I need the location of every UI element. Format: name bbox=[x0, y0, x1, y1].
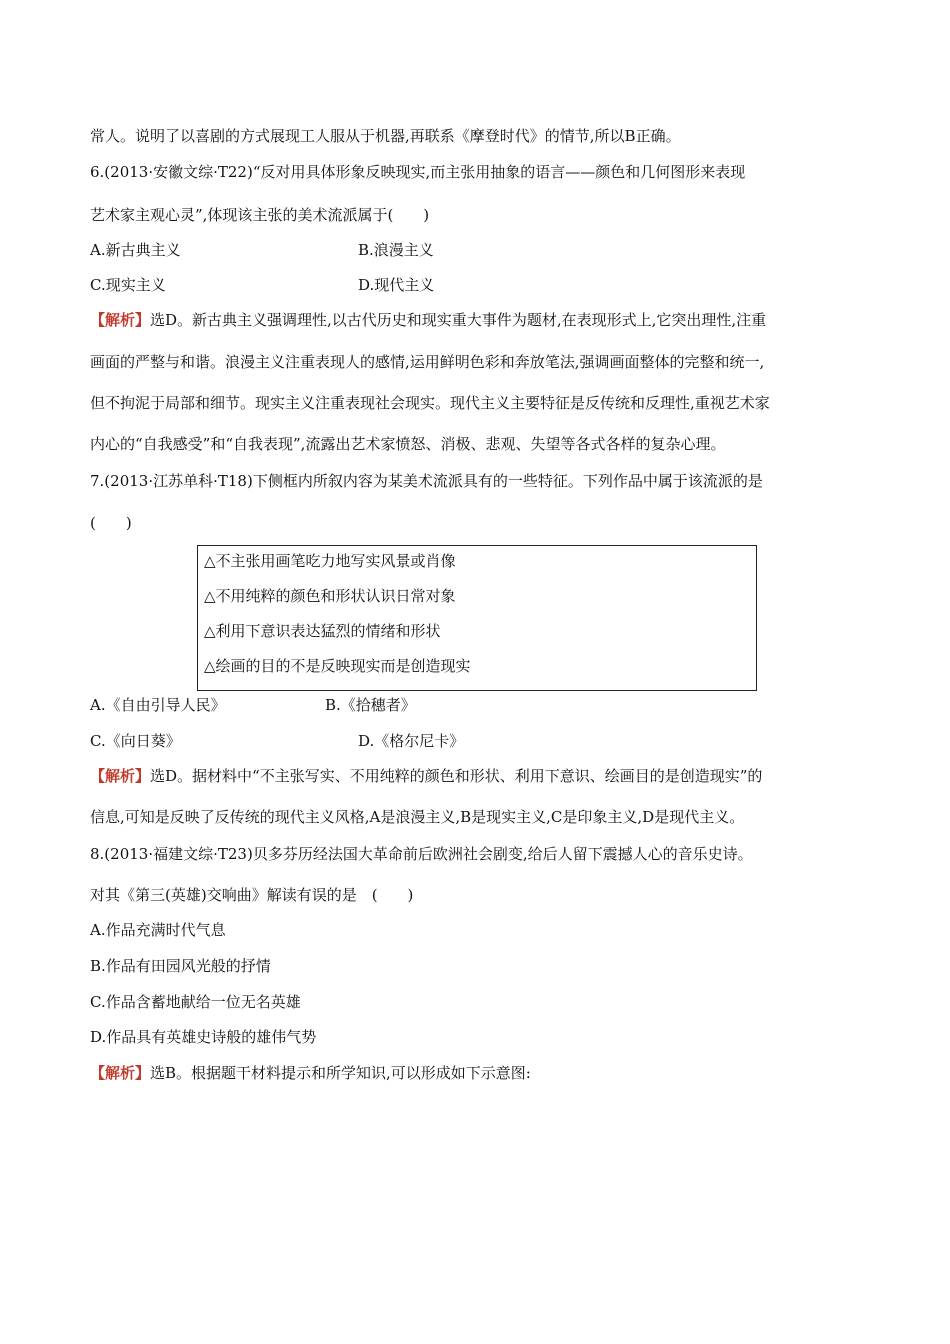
q8-option-d: D.作品具有英雄史诗般的雄伟气势 bbox=[90, 1028, 317, 1046]
q6-analysis-line1 bbox=[90, 310, 766, 330]
q6-option-d: D.现代主义 bbox=[358, 276, 435, 294]
q6-analysis-line4: 内心的“自我感受”和“自我表现”,流露出艺术家愤怒、消极、悲观、失望等各式各样的复杂心理。 bbox=[90, 435, 726, 453]
q6-stem-line1: 6.(2013·安徽文综·T22)“反对用具体形象反映现实,而主张用抽象的语言——颜色和几何图形来表现 bbox=[90, 163, 746, 181]
q8-analysis-line bbox=[90, 1063, 531, 1083]
q6-analysis-line2: 画面的严整与和谐。浪漫主义注重表现人的感情,运用鲜明色彩和奔放笔法,强调画面整体的完整和统一, bbox=[90, 353, 765, 371]
q7-box-item: △不主张用画笔吃力地写实风景或肖像 bbox=[204, 552, 456, 570]
q6-option-b: B.浪漫主义 bbox=[358, 241, 434, 259]
q6-analysis-tag: 【解析】 bbox=[90, 311, 151, 329]
q8-stem-line2: 对其《第三(英雄)交响曲》解读有误的是 ( ) bbox=[90, 886, 414, 904]
q7-analysis-text1: 选D。据材料中“不主张写实、不用纯粹的颜色和形状、利用下意识、绘画目的是创造现实”的 bbox=[150, 767, 763, 785]
q6-option-c: C.现实主义 bbox=[90, 276, 166, 294]
q7-box-item: △不用纯粹的颜色和形状认识日常对象 bbox=[204, 587, 456, 605]
q8-option-a: A.作品充满时代气息 bbox=[90, 921, 226, 939]
q6-analysis-line3: 但不拘泥于局部和细节。现实主义注重表现社会现实。现代主义主要特征是反传统和反理性,重视艺术家 bbox=[90, 394, 770, 412]
q7-option-d: D.《格尔尼卡》 bbox=[358, 732, 465, 750]
q7-analysis-line2: 信息,可知是反映了反传统的现代主义风格,A是浪漫主义,B是现实主义,C是印象主义,D是现代主义。 bbox=[90, 808, 745, 826]
q8-analysis-tag: 【解析】 bbox=[90, 1064, 151, 1082]
q7-analysis-line1 bbox=[90, 766, 762, 786]
q7-analysis-tag: 【解析】 bbox=[90, 767, 151, 785]
q6-stem-line2: 艺术家主观心灵”,体现该主张的美术流派属于( ) bbox=[90, 206, 430, 224]
q7-option-a: A.《自由引导人民》 bbox=[90, 696, 226, 714]
q8-analysis-text: 选B。根据题干材料提示和所学知识,可以形成如下示意图: bbox=[150, 1064, 531, 1082]
q7-stem-line1: 7.(2013·江苏单科·T18)下侧框内所叙内容为某美术流派具有的一些特征。下列作品中属于该流派的是 bbox=[90, 472, 763, 490]
q6-option-a: A.新古典主义 bbox=[90, 241, 181, 259]
q7-box-item: △绘画的目的不是反映现实而是创造现实 bbox=[204, 657, 471, 675]
q7-option-c: C.《向日葵》 bbox=[90, 732, 181, 750]
q8-stem-line1: 8.(2013·福建文综·T23)贝多芬历经法国大革命前后欧洲社会剧变,给后人留下震撼人心的音乐史诗。 bbox=[90, 845, 753, 863]
q7-feature-box bbox=[197, 545, 757, 691]
q7-box-item: △利用下意识表达猛烈的情绪和形状 bbox=[204, 622, 441, 640]
q7-stem-line2: ( ) bbox=[90, 514, 132, 532]
q8-option-c: C.作品含蓄地献给一位无名英雄 bbox=[90, 993, 301, 1011]
q7-option-b: B.《拾穗者》 bbox=[325, 696, 416, 714]
q8-option-b: B.作品有田园风光般的抒情 bbox=[90, 957, 271, 975]
q6-analysis-text1: 选D。新古典主义强调理性,以古代历史和现实重大事件为题材,在表现形式上,它突出理性,注重 bbox=[150, 311, 767, 329]
intro-line: 常人。说明了以喜剧的方式展现工人服从于机器,再联系《摩登时代》的情节,所以B正确。 bbox=[90, 127, 681, 145]
